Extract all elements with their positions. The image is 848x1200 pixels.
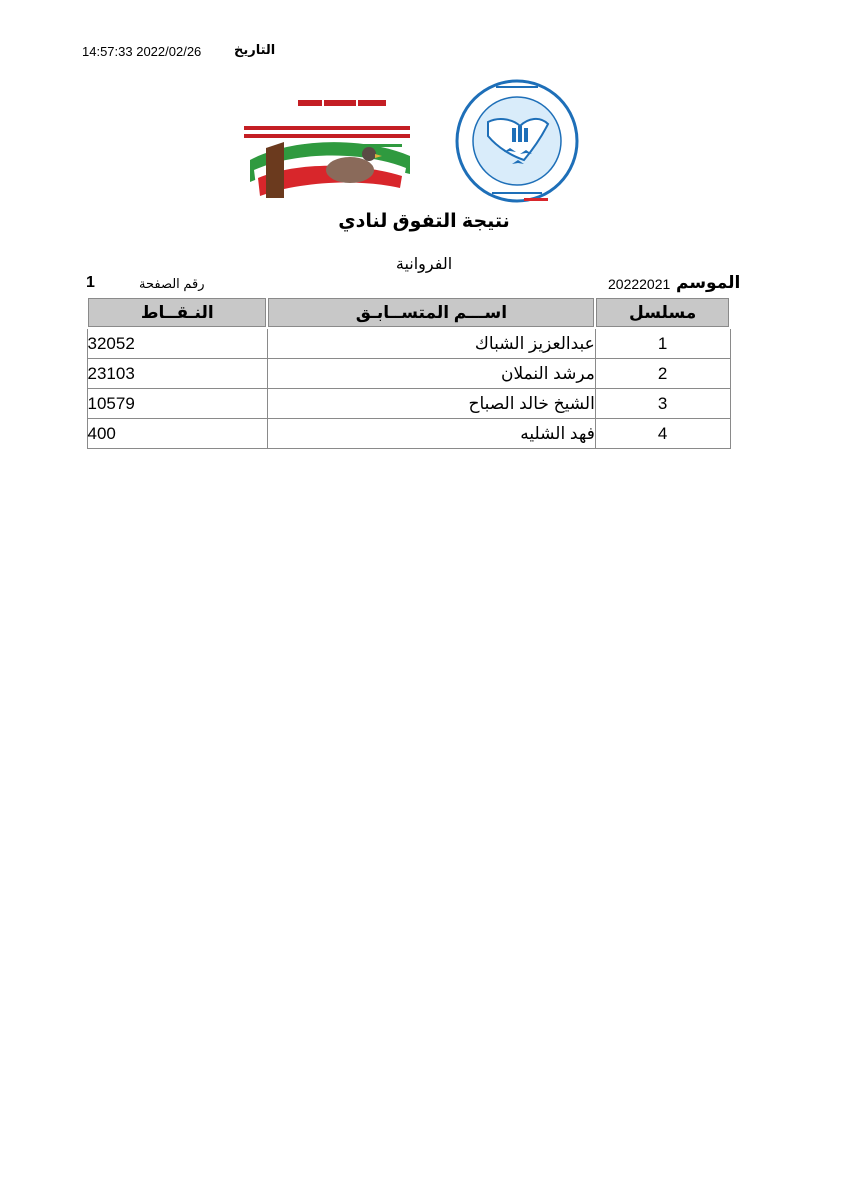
federation-logo-letterform bbox=[496, 86, 538, 88]
cell-name: الشيخ خالد الصباح bbox=[267, 389, 595, 419]
cell-points: 10579 bbox=[87, 389, 267, 419]
cell-serial: 3 bbox=[595, 389, 730, 419]
club-logo-letterform bbox=[298, 100, 322, 106]
table-row bbox=[87, 389, 730, 419]
table-row bbox=[87, 328, 730, 359]
club-logo-letterform bbox=[358, 100, 386, 106]
club-logo-letterform bbox=[244, 134, 410, 138]
federation-logo-letterform bbox=[492, 192, 542, 194]
page-number-label: رقم الصفحة bbox=[139, 276, 205, 291]
club-logo-letterform bbox=[244, 126, 410, 130]
cell-name: عبدالعزيز الشباك bbox=[267, 328, 595, 359]
cell-name: مرشد النملان bbox=[267, 359, 595, 389]
cell-serial: 2 bbox=[595, 359, 730, 389]
club-logo bbox=[232, 78, 428, 200]
season-label: الموسم bbox=[676, 273, 741, 292]
report-title: نتيجة التفوق لنادي bbox=[338, 211, 510, 232]
club-logo-letterform bbox=[304, 144, 402, 147]
table-row bbox=[87, 359, 730, 389]
results-table bbox=[86, 296, 731, 449]
club-name: الفروانية bbox=[395, 256, 453, 273]
cell-points: 400 bbox=[87, 419, 267, 449]
date-label: التاريخ bbox=[234, 42, 276, 57]
federation-logo bbox=[454, 78, 580, 204]
column-header-points: النـقــاط bbox=[87, 297, 267, 328]
table-header-row bbox=[87, 297, 730, 328]
season-value: 20222021 bbox=[608, 276, 671, 292]
column-header-serial: مسلسل bbox=[595, 297, 730, 328]
cell-serial: 4 bbox=[595, 419, 730, 449]
column-header-name: اســـم المتســابـق bbox=[267, 297, 595, 328]
date-value: 14:57:33 2022/02/26 bbox=[82, 44, 202, 59]
cell-points: 23103 bbox=[87, 359, 267, 389]
club-logo-letterform bbox=[324, 100, 356, 106]
page-number-value: 1 bbox=[86, 274, 95, 291]
cell-name: فهد الشليه bbox=[267, 419, 595, 449]
federation-logo-letterform bbox=[524, 198, 548, 201]
cell-serial: 1 bbox=[595, 328, 730, 359]
cell-points: 32052 bbox=[87, 328, 267, 359]
table-row bbox=[87, 419, 730, 449]
